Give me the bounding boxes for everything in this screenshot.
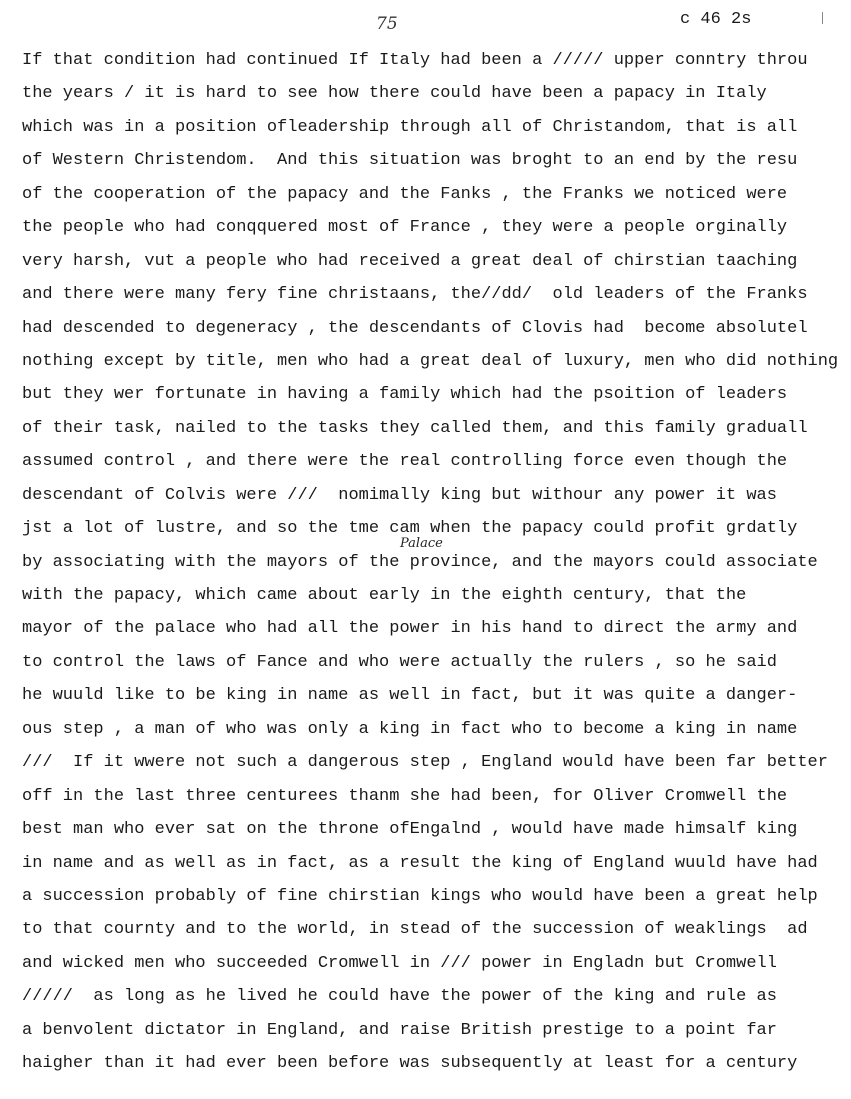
text-line: and there were many fery fine christaans, the//dd/ old leaders of the Franks bbox=[22, 285, 808, 305]
text-line: but they wer fortunate in having a family which had the psoition of leaders bbox=[22, 385, 788, 405]
reference-code: c 46 2s bbox=[680, 10, 752, 29]
text-line: /// If it wwere not such a dangerous step , England would have been far better bbox=[22, 753, 828, 773]
text-line: best man who ever sat on the throne ofEngalnd , would have made himsalf king bbox=[22, 820, 798, 840]
typewritten-body bbox=[22, 44, 842, 1081]
text-line: haigher than it had ever been before was subsequently at least for a century bbox=[22, 1054, 798, 1074]
text-line: he wuuld like to be king in name as well in fact, but it was quite a danger- bbox=[22, 686, 798, 706]
text-line: in name and as well as in fact, as a result the king of England wuuld have had bbox=[22, 853, 818, 873]
text-line: of the cooperation of the papacy and the Fanks , the Franks we noticed were bbox=[22, 184, 788, 204]
page-number: 75 bbox=[376, 14, 398, 34]
text-line: nothing except by title, men who had a great deal of luxury, men who did nothing bbox=[22, 351, 839, 371]
text-line: to that cournty and to the world, in stead of the succession of weaklings ad bbox=[22, 920, 808, 940]
margin-mark bbox=[822, 12, 823, 24]
text-line: descendant of Colvis were /// nomimally king but withour any power it was bbox=[22, 485, 777, 505]
text-line: off in the last three centurees thanm she had been, for Oliver Cromwell the bbox=[22, 786, 788, 806]
text-line: and wicked men who succeeded Cromwell in /// power in Engladn but Cromwell bbox=[22, 953, 777, 973]
text-line: ///// as long as he lived he could have the power of the king and rule as bbox=[22, 987, 777, 1007]
text-line: with the papacy, which came about early in the eighth century, that the bbox=[22, 586, 747, 605]
text-line: which was in a position ofleadership through all of Christandom, that is all bbox=[22, 117, 798, 137]
text-line: the people who had conqquered most of France , they were a people orginally bbox=[22, 218, 788, 238]
text-line: very harsh, vut a people who had received a great deal of chirstian taaching bbox=[22, 251, 798, 271]
text-line: the years / it is hard to see how there could have been a papacy in Italy bbox=[22, 84, 767, 104]
handwritten-annotation: Palace bbox=[400, 536, 443, 551]
text-line: assumed control , and there were the real controlling force even though the bbox=[22, 452, 788, 472]
text-line: had descended to degeneracy , the descendants of Clovis had become absolutel bbox=[22, 318, 808, 338]
text-line: ous step , a man of who was only a king in fact who to become a king in name bbox=[22, 719, 798, 739]
text-line: of Western Christendom. And this situation was broght to an end by the resu bbox=[22, 151, 798, 171]
text-line: If that condition had continued If Italy had been a ///// upper conntry throu bbox=[22, 51, 808, 70]
text-line: a succession probably of fine chirstian kings who would have been a great help bbox=[22, 886, 818, 906]
text-line: to control the laws of Fance and who were actually the rulers , so he said bbox=[22, 652, 777, 672]
text-line: by associating with the mayors of the province, and the mayors could associate bbox=[22, 552, 818, 572]
text-line: mayor of the palace who had all the power in his hand to direct the army and bbox=[22, 619, 798, 639]
text-line: of their task, nailed to the tasks they called them, and this family graduall bbox=[22, 418, 808, 438]
text-line: jst a lot of lustre, and so the tme cam when the papacy could profit grdatly bbox=[22, 519, 798, 539]
text-line: a benvolent dictator in England, and raise British prestige to a point far bbox=[22, 1020, 777, 1040]
